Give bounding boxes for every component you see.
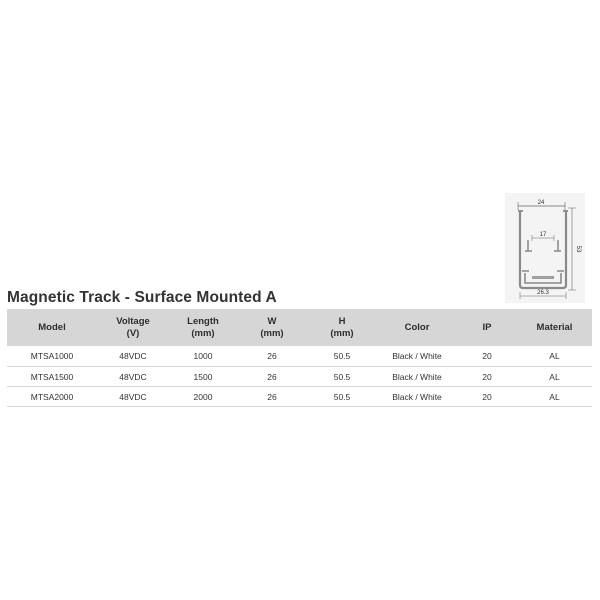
header-width-unit: (mm) bbox=[260, 327, 284, 339]
header-length-label: Length bbox=[187, 315, 219, 327]
cell-color: Black / White bbox=[377, 367, 457, 387]
cell-color: Black / White bbox=[377, 387, 457, 407]
header-length-unit: (mm) bbox=[191, 327, 215, 339]
header-model bbox=[7, 309, 97, 346]
cell-width: 26 bbox=[237, 367, 307, 387]
cell-height: 50.5 bbox=[307, 387, 377, 407]
header-material-label: Material bbox=[536, 321, 573, 333]
page-title: Magnetic Track - Surface Mounted A bbox=[7, 289, 277, 306]
cell-material: AL bbox=[517, 346, 592, 367]
cell-ip: 20 bbox=[457, 367, 517, 387]
header-color bbox=[377, 309, 457, 346]
cell-height: 50.5 bbox=[307, 346, 377, 367]
cell-voltage: 48VDC bbox=[97, 367, 169, 387]
header-width-label: W bbox=[267, 315, 277, 327]
cell-material: AL bbox=[517, 387, 592, 407]
header-ip-label: IP bbox=[482, 321, 492, 333]
cell-ip: 20 bbox=[457, 387, 517, 407]
cell-width: 26 bbox=[237, 346, 307, 367]
header-color-label: Color bbox=[404, 321, 430, 333]
cell-color: Black / White bbox=[377, 346, 457, 367]
dimension-height-label: 53 bbox=[575, 245, 581, 253]
cell-width: 26 bbox=[237, 387, 307, 407]
header-height-label: H bbox=[338, 315, 346, 327]
header-voltage-label: Voltage bbox=[116, 315, 150, 327]
cell-material: AL bbox=[517, 367, 592, 387]
cell-ip: 20 bbox=[457, 346, 517, 367]
cell-voltage: 48VDC bbox=[97, 346, 169, 367]
header-voltage-unit: (V) bbox=[126, 327, 140, 339]
table-row bbox=[7, 367, 592, 387]
dimension-inner-label: 17 bbox=[539, 232, 547, 238]
header-width bbox=[237, 309, 307, 346]
header-ip bbox=[457, 309, 517, 346]
cell-voltage: 48VDC bbox=[97, 387, 169, 407]
profile-diagram bbox=[505, 193, 585, 303]
table-header-row bbox=[7, 309, 592, 346]
header-model-label: Model bbox=[38, 321, 66, 333]
header-height bbox=[307, 309, 377, 346]
header-voltage bbox=[97, 309, 169, 346]
header-material bbox=[517, 309, 592, 346]
header-length bbox=[169, 309, 237, 346]
cell-length: 1500 bbox=[169, 367, 237, 387]
cell-model: MTSA1500 bbox=[7, 367, 97, 387]
cell-model: MTSA2000 bbox=[7, 387, 97, 407]
cell-height: 50.5 bbox=[307, 367, 377, 387]
cell-length: 1000 bbox=[169, 346, 237, 367]
table-row bbox=[7, 387, 592, 407]
cell-model: MTSA1000 bbox=[7, 346, 97, 367]
spec-table bbox=[7, 309, 592, 407]
profile-cross-section-drawing bbox=[505, 193, 585, 303]
table-row bbox=[7, 346, 592, 367]
dimension-bottom-label: 26.3 bbox=[537, 290, 549, 296]
cell-length: 2000 bbox=[169, 387, 237, 407]
header-height-unit: (mm) bbox=[330, 327, 354, 339]
dimension-top-label: 24 bbox=[537, 200, 545, 206]
